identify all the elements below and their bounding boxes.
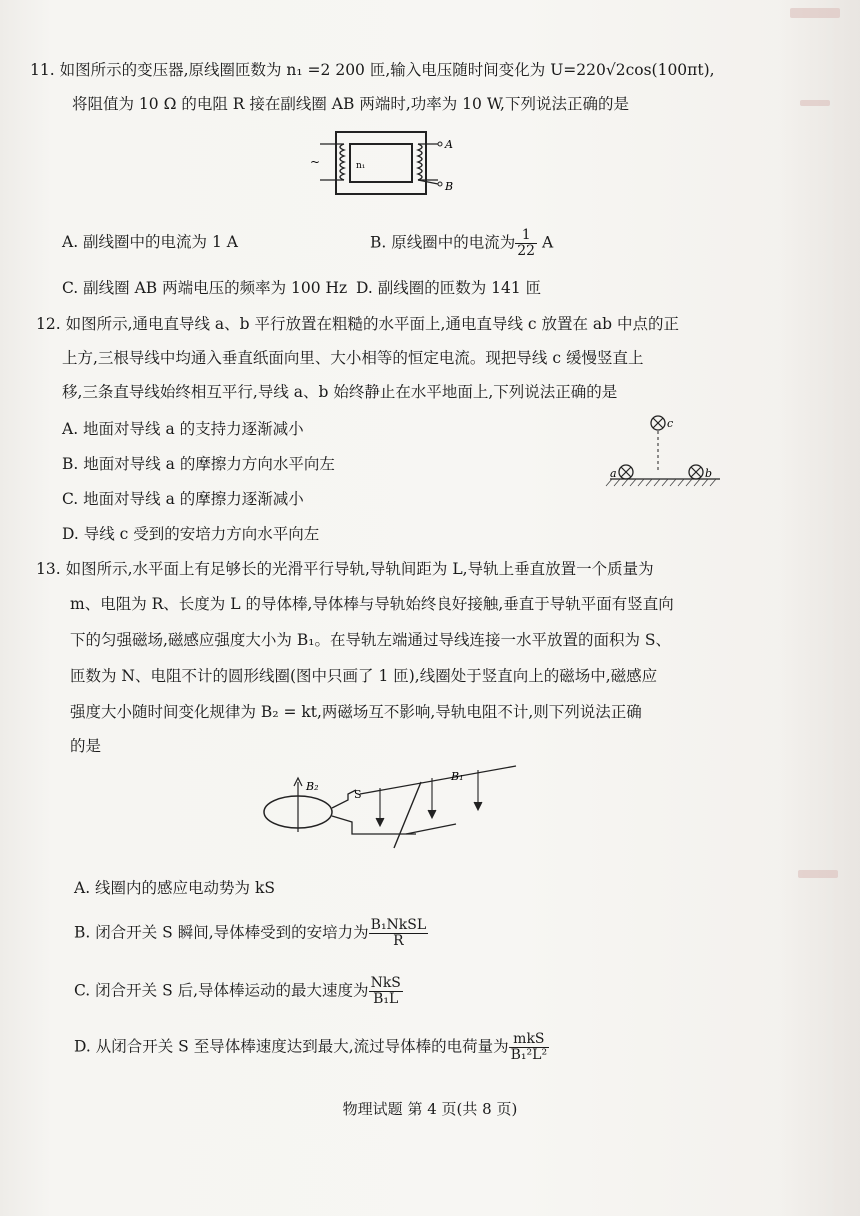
wires-figure xyxy=(600,405,730,495)
q13-stem-line2: m、电阻为 R、长度为 L 的导体棒,导体棒与导轨始终良好接触,垂直于导轨平面有竖直向 xyxy=(70,595,674,613)
q13-option-c-text: C. 闭合开关 S 后,导体棒运动的最大速度为 xyxy=(74,981,369,1000)
fraction-numerator: mkS xyxy=(509,1032,549,1048)
q13-stem-line4: 匝数为 N、电阻不计的圆形线圈(图中只画了 1 匝),线圈处于竖直向上的磁场中,磁感应 xyxy=(70,667,658,685)
q11-option-b-fraction xyxy=(515,228,537,259)
fraction-numerator: NkS xyxy=(370,975,401,991)
q11-option-a: A. 副线圈中的电流为 1 A xyxy=(62,233,238,251)
terminal-a-label: A xyxy=(445,138,453,151)
q13-option-d-fraction xyxy=(509,1032,549,1063)
b2-label: B₂ xyxy=(306,780,319,793)
q13-option-b xyxy=(74,918,428,949)
q12-stem-line3: 移,三条直导线始终相互平行,导线 a、b 始终静止在水平地面上,下列说法正确的是 xyxy=(62,383,618,401)
q13-option-b-text: B. 闭合开关 S 瞬间,导体棒受到的安培力为 xyxy=(74,923,369,942)
q11-option-b xyxy=(370,228,553,259)
wire-b-label: b xyxy=(705,467,713,480)
switch-s-label: S xyxy=(354,788,362,801)
page-edge-shadow xyxy=(780,0,860,1216)
wire-a-label: a xyxy=(610,467,617,480)
wire-c-label: c xyxy=(667,417,674,430)
q13-option-d-text: D. 从闭合开关 S 至导体棒速度达到最大,流过导体棒的电荷量为 xyxy=(74,1037,509,1056)
q13-option-a: A. 线圈内的感应电动势为 kS xyxy=(74,879,275,897)
n1-label: n₁ xyxy=(356,161,366,171)
q13-option-b-fraction xyxy=(369,918,429,949)
q11-option-b-text: B. 原线圈中的电流为 xyxy=(370,233,516,252)
q13-stem-line1: 13. 如图所示,水平面上有足够长的光滑平行导轨,导轨间距为 L,导轨上垂直放置一个质量为 xyxy=(36,560,654,578)
b1-label: B₁ xyxy=(451,770,464,783)
q11-option-d: D. 副线圈的匝数为 141 匝 xyxy=(356,279,542,297)
q13-stem-line3: 下的匀强磁场,磁感应强度大小为 B₁。在导轨左端通过导线连接一水平放置的面积为 S、 xyxy=(70,631,672,649)
bleed-mark xyxy=(800,100,830,106)
q13-stem-line6: 的是 xyxy=(70,737,102,755)
transformer-figure xyxy=(300,124,470,204)
q13-option-c-fraction xyxy=(369,976,403,1007)
fraction-denominator: 22 xyxy=(517,243,536,259)
fraction-numerator: B₁NkSL xyxy=(370,917,427,933)
fraction-denominator: B₁²L² xyxy=(510,1047,548,1063)
ac-source-symbol: ~ xyxy=(310,155,321,169)
rails-coil-figure xyxy=(256,760,536,860)
q13-option-d xyxy=(74,1032,549,1063)
q12-stem-line2: 上方,三根导线中均通入垂直纸面向里、大小相等的恒定电流。现把导线 c 缓慢竖直上 xyxy=(62,349,644,367)
fraction-numerator: 1 xyxy=(515,228,537,244)
q12-option-c: C. 地面对导线 a 的摩擦力逐渐减小 xyxy=(62,490,304,508)
page-footer: 物理试题 第 4 页(共 8 页) xyxy=(342,1100,518,1118)
terminal-b-label: B xyxy=(445,180,454,193)
q12-option-a: A. 地面对导线 a 的支持力逐渐减小 xyxy=(62,420,304,438)
fraction-denominator: B₁L xyxy=(373,991,399,1007)
q12-option-d: D. 导线 c 受到的安培力方向水平向左 xyxy=(62,525,320,543)
q13-option-c xyxy=(74,976,403,1007)
bleed-mark xyxy=(790,8,840,18)
fraction-denominator: R xyxy=(393,933,404,949)
q11-stem-line1: 11. 如图所示的变压器,原线圈匝数为 n₁ =2 200 匝,输入电压随时间变化为 U=220√2cos(100πt), xyxy=(30,61,715,79)
bleed-mark xyxy=(798,870,838,878)
q12-option-b: B. 地面对导线 a 的摩擦力方向水平向左 xyxy=(62,455,335,473)
q11-stem-line2: 将阻值为 10 Ω 的电阻 R 接在副线圈 AB 两端时,功率为 10 W,下列说法正确的是 xyxy=(72,95,629,113)
unit: A xyxy=(542,233,554,252)
q12-stem-line1: 12. 如图所示,通电直导线 a、b 平行放置在粗糙的水平面上,通电直导线 c 放置在 ab 中点的正 xyxy=(36,315,680,333)
q11-option-c: C. 副线圈 AB 两端电压的频率为 100 Hz xyxy=(62,279,348,297)
q13-stem-line5: 强度大小随时间变化规律为 B₂ = kt,两磁场互不影响,导轨电阻不计,则下列说法正确 xyxy=(70,703,642,721)
